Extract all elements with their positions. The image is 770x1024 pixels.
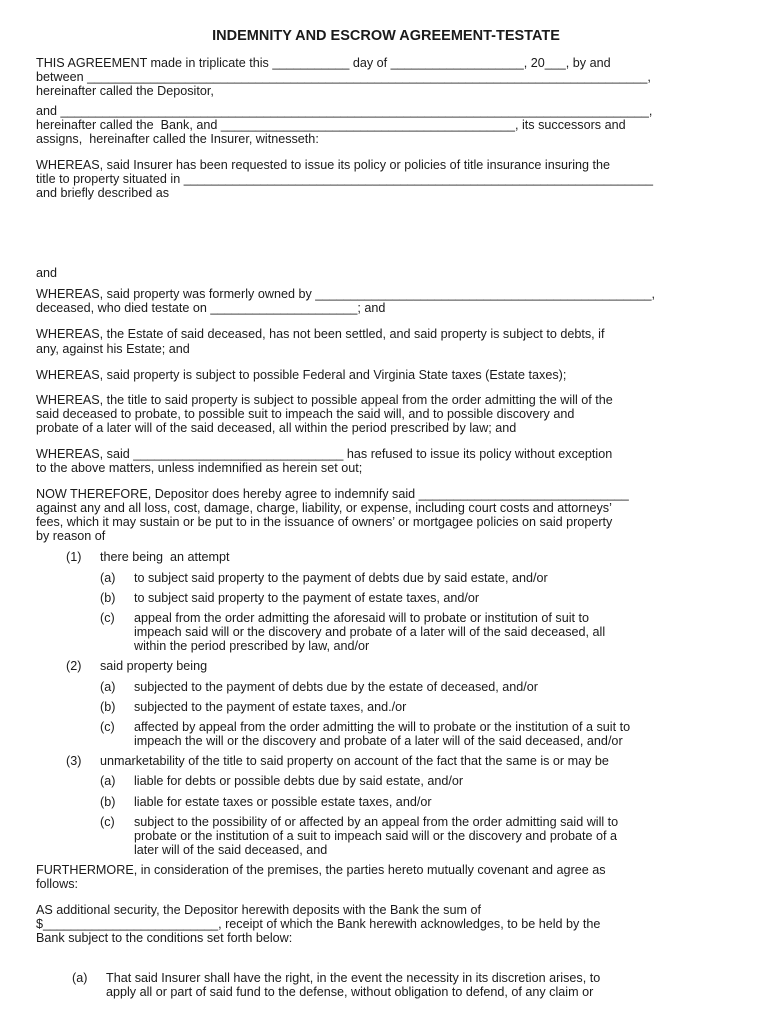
item-2c-line-1: affected by appeal from the order admitting the will to probate or the institution of a suit to (134, 720, 631, 734)
condition-a-line-1: That said Insurer shall have the right, in the event the necessity in its discretion arises, to (106, 971, 601, 985)
whereas-estate-line-2: any, against his Estate; and (36, 342, 190, 356)
item-2a-text: subjected to the payment of debts due by the estate of deceased, and/or (134, 680, 538, 694)
item-2-number: (2) (66, 659, 82, 673)
now-therefore-line-2: against any and all loss, cost, damage, charge, liability, or expense, including court costs and attorneys’ (36, 501, 612, 515)
item-3c-line-3: later will of the said deceased, and (134, 843, 328, 857)
condition-a-line-2: apply all or part of said fund to the defense, without obligation to defend, of any claim or (106, 985, 594, 999)
item-2-text: said property being (100, 659, 208, 673)
furthermore-line-1: FURTHERMORE, in consideration of the premises, the parties hereto mutually covenant and agree as (36, 863, 606, 877)
condition-a-number: (a) (72, 971, 88, 985)
whereas-appeal-line-3: probate of a later will of the said deceased, all within the period prescribed by law; and (36, 421, 517, 435)
item-3a-text: liable for debts or possible debts due by said estate, and/or (134, 774, 464, 788)
item-1b-number: (b) (100, 591, 116, 605)
item-2a-number: (a) (100, 680, 116, 694)
whereas-insurer-line-2: title to property situated in ___________________________________________________________________ (36, 172, 653, 186)
whereas-insurer-line-3: and briefly described as (36, 186, 170, 200)
item-3c-line-1: subject to the possibility of or affected by an appeal from the order admitting said will to (134, 815, 619, 829)
intro-line-4: and ____________________________________________________________________________________, (36, 104, 653, 118)
whereas-owner-line-2: deceased, who died testate on _____________________; and (36, 301, 386, 315)
item-3c-number: (c) (100, 815, 115, 829)
item-1c-line-3: within the period prescribed by law, and/or (134, 639, 370, 653)
item-1c-number: (c) (100, 611, 115, 625)
item-3a-number: (a) (100, 774, 116, 788)
intro-line-2: between ________________________________________________________________________________, (36, 70, 651, 84)
intro-line-1: THIS AGREEMENT made in triplicate this ___________ day of ___________________, 20___, by and (36, 56, 611, 70)
item-1-text: there being an attempt (100, 550, 230, 564)
item-2c-line-2: impeach the will or the discovery and probate of a later will of the said deceased, and/or (134, 734, 623, 748)
item-3c-line-2: probate or the institution of a suit to impeach said will or the discovery and probate of a (134, 829, 618, 843)
intro-line-5: hereinafter called the Bank, and __________________________________________, its successors and (36, 118, 626, 132)
now-therefore-line-3: fees, which it may sustain or be put to in the issuance of owners’ or mortgagee policies on said property (36, 515, 613, 529)
item-3-text: unmarketability of the title to said property on account of the fact that the same is or may be (100, 754, 609, 768)
whereas-insurer-line-1: WHEREAS, said Insurer has been requested to issue its policy or policies of title insurance insuring the (36, 158, 610, 172)
and-connector: and (36, 266, 58, 280)
additional-security-line-1: AS additional security, the Depositor herewith deposits with the Bank the sum of (36, 903, 481, 917)
whereas-appeal-line-1: WHEREAS, the title to said property is subject to possible appeal from the order admitting the will of the (36, 393, 613, 407)
whereas-owner-line-1: WHEREAS, said property was formerly owned by ________________________________________________, (36, 287, 655, 301)
whereas-refused-line-2: to the above matters, unless indemnified as herein set out; (36, 461, 363, 475)
furthermore-line-2: follows: (36, 877, 78, 891)
now-therefore-line-4: by reason of (36, 529, 106, 543)
item-1c-line-2: impeach said will or the discovery and probate of a later will of the said deceased, all (134, 625, 606, 639)
whereas-estate-line-1: WHEREAS, the Estate of said deceased, has not been settled, and said property is subject to debts, if (36, 327, 605, 341)
item-2b-number: (b) (100, 700, 116, 714)
item-3b-text: liable for estate taxes or possible estate taxes, and/or (134, 795, 432, 809)
item-1b-text: to subject said property to the payment of estate taxes, and/or (134, 591, 480, 605)
item-3-number: (3) (66, 754, 82, 768)
now-therefore-line-1: NOW THEREFORE, Depositor does hereby agree to indemnify said ______________________________ (36, 487, 629, 501)
item-2c-number: (c) (100, 720, 115, 734)
item-1-number: (1) (66, 550, 82, 564)
item-1a-text: to subject said property to the payment of debts due by said estate, and/or (134, 571, 548, 585)
item-2b-text: subjected to the payment of estate taxes, and./or (134, 700, 407, 714)
document-title: INDEMNITY AND ESCROW AGREEMENT-TESTATE (212, 28, 560, 44)
intro-line-6: assigns, hereinafter called the Insurer, witnesseth: (36, 132, 319, 146)
additional-security-line-3: Bank subject to the conditions set forth below: (36, 931, 293, 945)
item-3b-number: (b) (100, 795, 116, 809)
intro-line-3: hereinafter called the Depositor, (36, 84, 214, 98)
additional-security-line-2: $_________________________, receipt of which the Bank herewith acknowledges, to be held by the (36, 917, 601, 931)
item-1a-number: (a) (100, 571, 116, 585)
whereas-taxes: WHEREAS, said property is subject to possible Federal and Virginia State taxes (Estate taxes); (36, 368, 567, 382)
item-1c-line-1: appeal from the order admitting the aforesaid will to probate or institution of suit to (134, 611, 590, 625)
whereas-appeal-line-2: said deceased to probate, to possible suit to impeach the said will, and to possible discovery and (36, 407, 575, 421)
whereas-refused-line-1: WHEREAS, said ______________________________ has refused to issue its policy without exception (36, 447, 613, 461)
